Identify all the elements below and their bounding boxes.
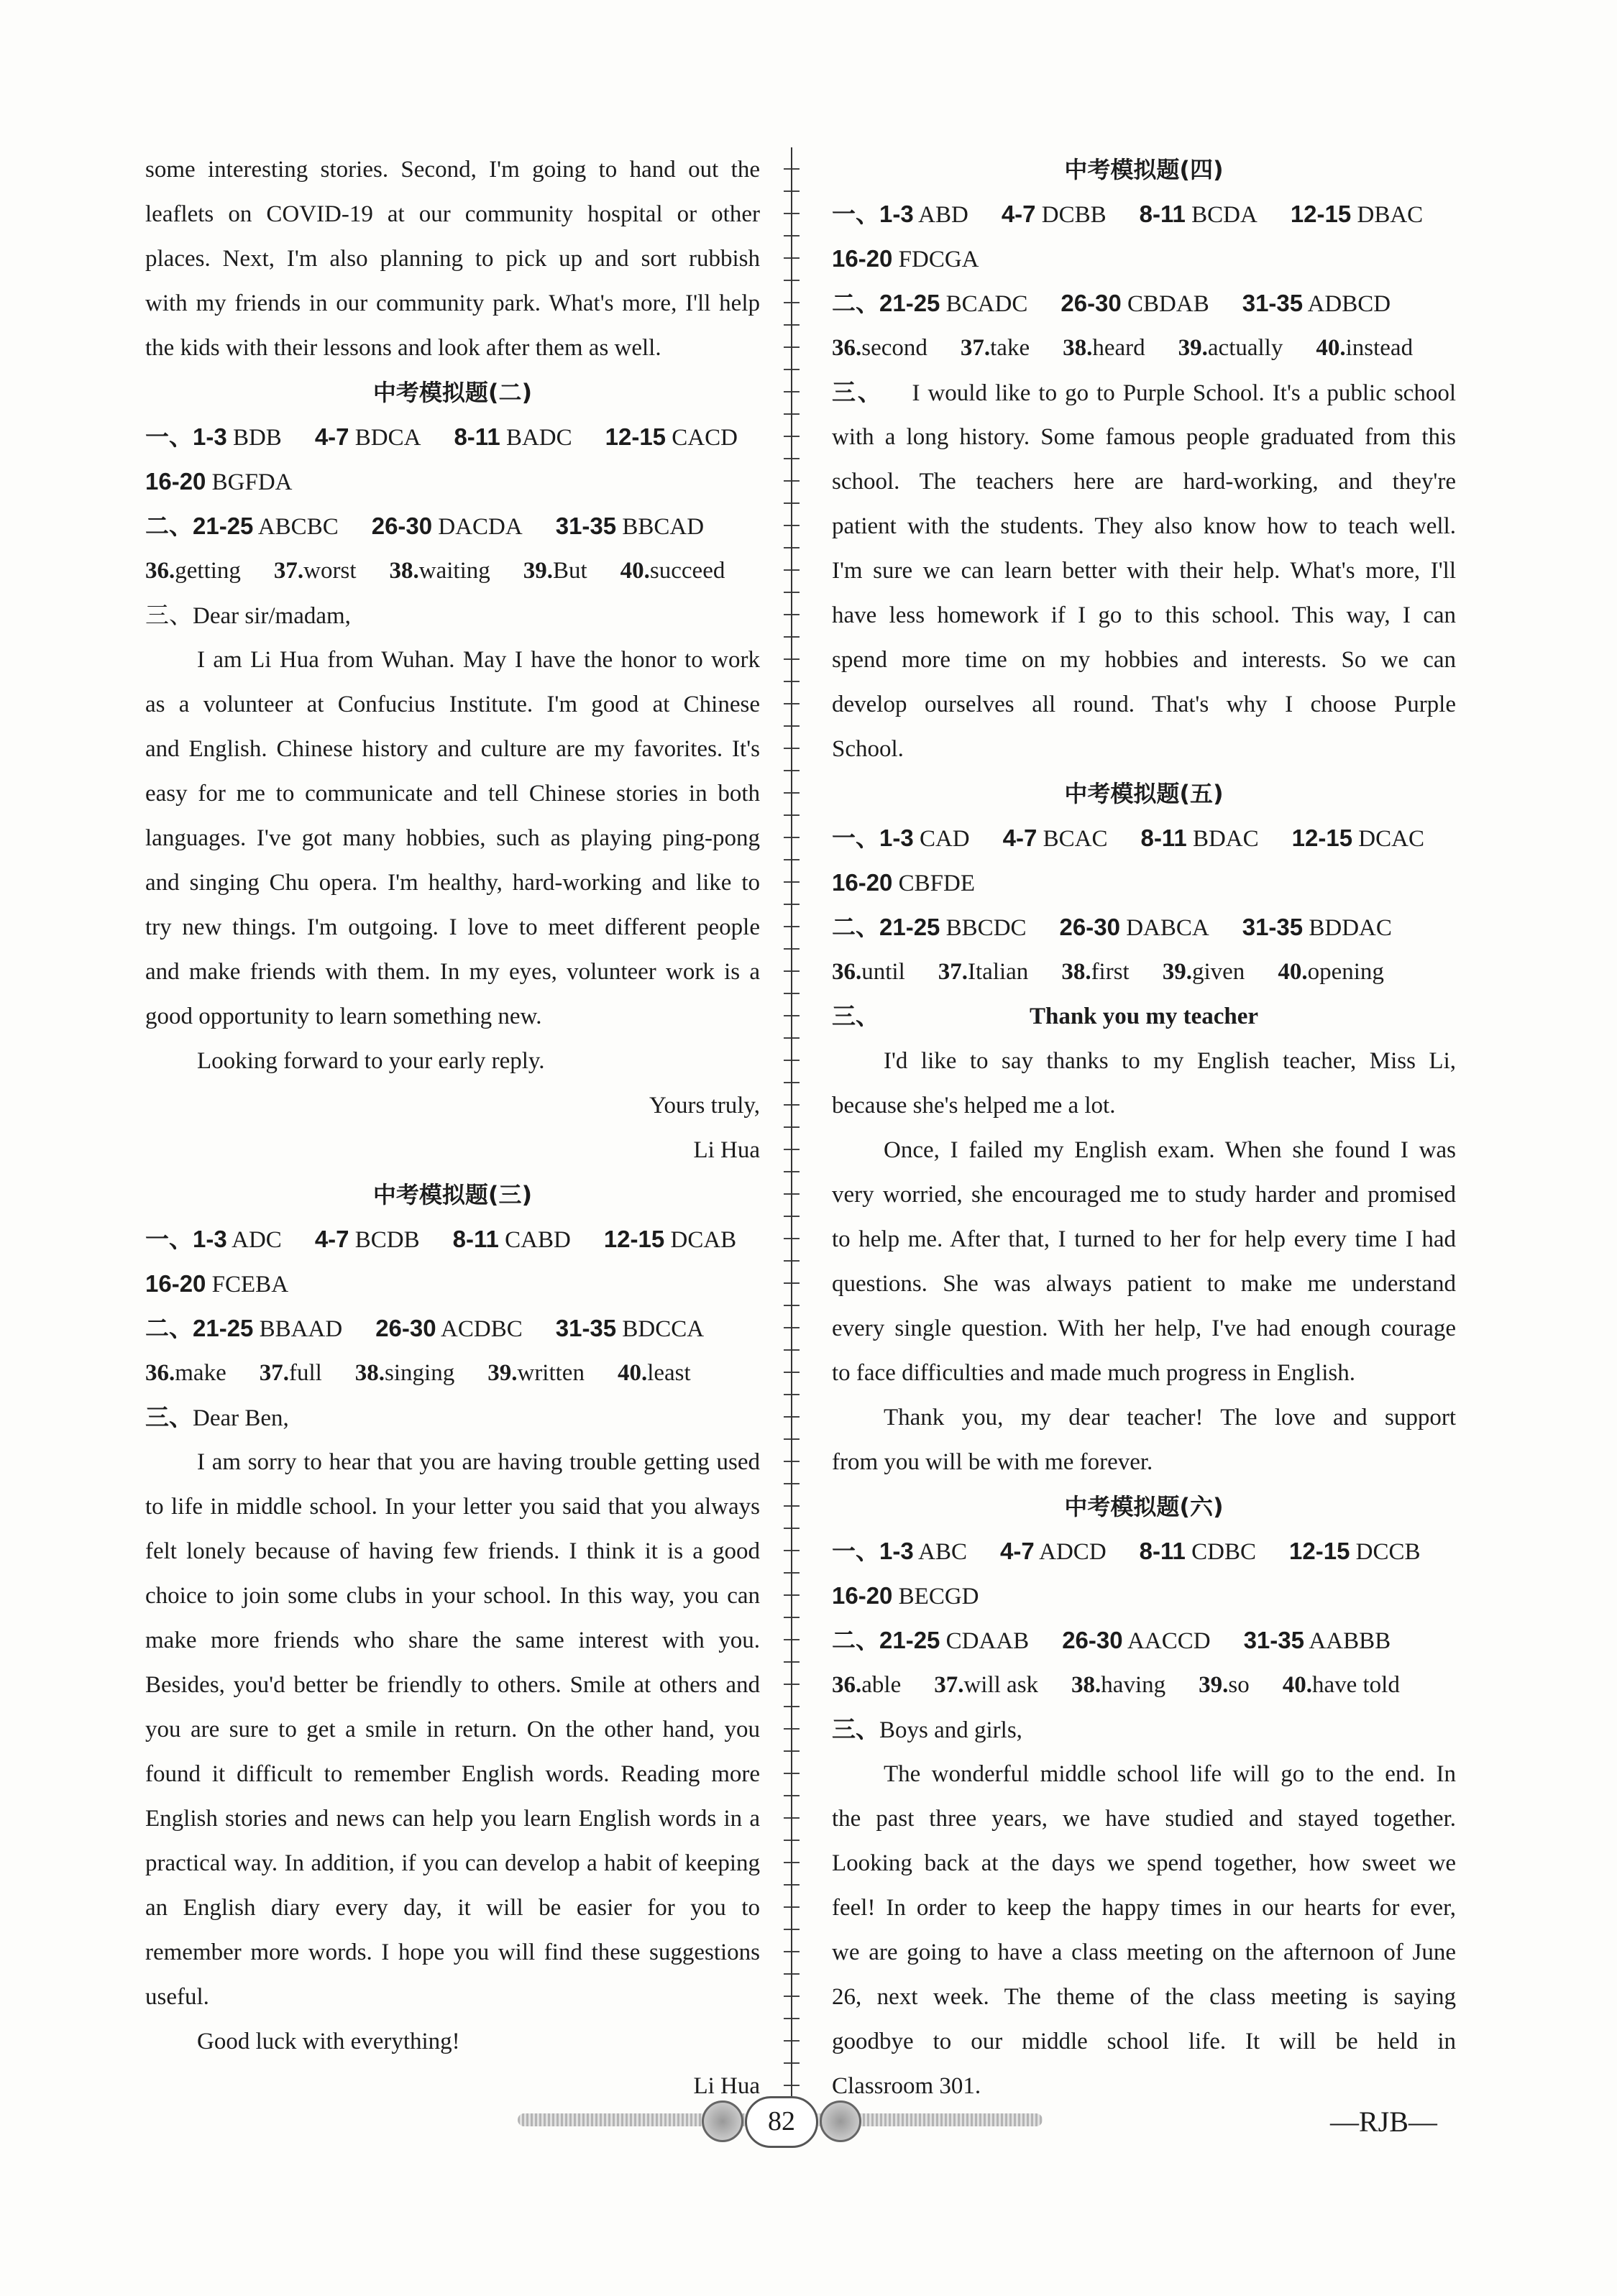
text-line: feel! In order to keep the happy times in our hearts for ever, bbox=[832, 1895, 1456, 1921]
essay-first-line: 三、 I would like to go to Purple School. It's a public school bbox=[832, 378, 1456, 406]
text-line: I'm sure we can learn better with their help. What's more, I'll bbox=[832, 558, 1456, 584]
text-line: I am Li Hua from Wuhan. May I have the honor to work bbox=[197, 647, 760, 673]
answer-row: 二、21-25 CDAAB 26-30 AACCD 31-35 AABBB bbox=[832, 1626, 1391, 1654]
text-line: to face difficulties and made much progress in English. bbox=[832, 1360, 1355, 1386]
text-line: and English. Chinese history and culture are my favorites. It's bbox=[145, 736, 760, 762]
text-line: The wonderful middle school life will go to the end. In bbox=[884, 1761, 1456, 1787]
text-line: because she's helped me a lot. bbox=[832, 1093, 1116, 1119]
text-line: Classroom 301. bbox=[832, 2073, 981, 2099]
text-line: an English diary every day, it will be easier for you to bbox=[145, 1895, 760, 1921]
text-line: make more friends who share the same interest with you. bbox=[145, 1627, 760, 1653]
text-line: and make friends with them. In my eyes, volunteer work is a bbox=[145, 959, 760, 985]
text-line: develop ourselves all round. That's why I choose Purple bbox=[832, 692, 1456, 717]
answer-row: 16-20 FCEBA bbox=[145, 1270, 289, 1298]
section-title: 中考模拟题(二) bbox=[372, 379, 533, 406]
text-line: Once, I failed my English exam. When she found I was bbox=[884, 1137, 1456, 1163]
answer-row: 一、1-3 ADC 4-7 BCDB 8-11 CABD 12-15 DCAB bbox=[145, 1225, 737, 1253]
answer-row: 16-20 FDCGA bbox=[832, 245, 979, 272]
text-line: practical way. In addition, if you can develop a habit of keeping bbox=[145, 1850, 760, 1876]
text-line: I'd like to say thanks to my English teacher, Miss Li, bbox=[884, 1048, 1456, 1074]
text-line: choice to join some clubs in your school. In this way, you can bbox=[145, 1583, 760, 1609]
text-line: English stories and news can help you learn English words in a bbox=[145, 1806, 760, 1832]
page-number: 82 bbox=[745, 2096, 818, 2148]
text-line: to life in middle school. In your letter you said that you always bbox=[145, 1494, 760, 1520]
text-line: some interesting stories. Second, I'm going to hand out the bbox=[145, 157, 760, 183]
answer-row: 二、21-25 BBCDC 26-30 DABCA 31-35 BDDAC bbox=[832, 913, 1392, 941]
left-column bbox=[145, 147, 760, 2108]
answer-row: 36.until 37.Italian 38.first 39.given 40.opening bbox=[832, 959, 1384, 985]
answer-row: 一、1-3 ABD 4-7 DCBB 8-11 BCDA 12-15 DBAC bbox=[832, 200, 1424, 228]
answer-row: 36.able 37.will ask 38.having 39.so 40.have told bbox=[832, 1672, 1400, 1698]
text-line: school. The teachers here are hard-working, and they're bbox=[832, 469, 1456, 495]
text-line: and singing Chu opera. I'm healthy, hard-working and like to bbox=[145, 870, 760, 896]
text-line: remember more words. I hope you will find these suggestions bbox=[145, 1939, 760, 1965]
letter-closing: Good luck with everything! bbox=[197, 2029, 460, 2054]
letter-signoff: Yours truly, bbox=[649, 1093, 760, 1119]
text-line: to help me. After that, I turned to her for help every time I had bbox=[832, 1226, 1456, 1252]
section-title: 中考模拟题(六) bbox=[1064, 1493, 1224, 1520]
text-line: the kids with their lessons and look after them as well. bbox=[145, 335, 661, 361]
text-line: goodbye to our middle school life. It will be held in bbox=[832, 2029, 1456, 2054]
text-line: questions. She was always patient to make me understand bbox=[832, 1271, 1456, 1297]
essay-salutation: 三、Boys and girls, bbox=[832, 1715, 1022, 1743]
text-line: with my friends in our community park. What's more, I'll help bbox=[145, 290, 760, 316]
text-line: found it difficult to remember English words. Reading more bbox=[145, 1761, 760, 1787]
text-line: leaflets on COVID-19 at our community hospital or other bbox=[145, 201, 760, 227]
right-column bbox=[832, 147, 1456, 2108]
answer-row: 16-20 BGFDA bbox=[145, 468, 293, 495]
text-line: patient with the students. They also know how to teach well. bbox=[832, 513, 1456, 539]
answer-row: 16-20 BECGD bbox=[832, 1582, 979, 1610]
text-line: have less homework if I go to this school. This way, I can bbox=[832, 602, 1456, 628]
essay-title: Thank you my teacher bbox=[1029, 1004, 1259, 1029]
text-line: as a volunteer at Confucius Institute. I'm good at Chinese bbox=[145, 692, 760, 717]
answer-row: 一、1-3 ABC 4-7 ADCD 8-11 CDBC 12-15 DCCB bbox=[832, 1537, 1421, 1565]
answer-row: 36.make 37.full 38.singing 39.written 40.least bbox=[145, 1360, 691, 1386]
answer-row: 36.second 37.take 38.heard 39.actually 40.instead bbox=[832, 335, 1414, 361]
text-line: languages. I've got many hobbies, such as playing ping-pong bbox=[145, 825, 760, 851]
answer-row: 二、21-25 BBAAD 26-30 ACDBC 31-35 BDCCA bbox=[145, 1314, 705, 1342]
text-line: useful. bbox=[145, 1984, 209, 2010]
answer-row: 36.getting 37.worst 38.waiting 39.But 40.succeed bbox=[145, 558, 725, 584]
essay-salutation: 三、Dear Ben, bbox=[145, 1403, 289, 1431]
text-line: easy for me to communicate and tell Chinese stories in both bbox=[145, 781, 760, 807]
answer-row: 二、21-25 BCADC 26-30 CBDAB 31-35 ADBCD bbox=[832, 289, 1391, 317]
letter-signature: Li Hua bbox=[693, 1137, 760, 1163]
text-line: you are sure to get a smile in return. On the other hand, you bbox=[145, 1717, 760, 1742]
text-line: Looking back at the days we spend together, how sweet we bbox=[832, 1850, 1456, 1876]
edition-code: —RJB— bbox=[1330, 2106, 1437, 2138]
text-line: 26, next week. The theme of the class meeting is saying bbox=[832, 1984, 1456, 2010]
section-title: 中考模拟题(三) bbox=[372, 1181, 533, 1208]
text-line: every single question. With her help, I've had enough courage bbox=[832, 1315, 1456, 1341]
letter-closing: Looking forward to your early reply. bbox=[197, 1048, 545, 1074]
text-line: good opportunity to learn something new. bbox=[145, 1004, 542, 1029]
letter-signature: Li Hua bbox=[693, 2073, 760, 2099]
text-line: spend more time on my hobbies and interests. So we can bbox=[832, 647, 1456, 673]
text-line: we are going to have a class meeting on the afternoon of June bbox=[832, 1939, 1456, 1965]
text-line: School. bbox=[832, 736, 904, 762]
text-line: places. Next, I'm also planning to pick up and sort rubbish bbox=[145, 246, 760, 272]
text-line: I am sorry to hear that you are having trouble getting used bbox=[197, 1449, 760, 1475]
text-line: felt lonely because of having few friends. I think it is a good bbox=[145, 1538, 760, 1564]
answer-row: 16-20 CBFDE bbox=[832, 869, 976, 896]
text-line: very worried, she encouraged me to study harder and promised bbox=[832, 1182, 1456, 1208]
text-line: try new things. I'm outgoing. I love to meet different people bbox=[145, 914, 760, 940]
text-line: from you will be with me forever. bbox=[832, 1449, 1153, 1475]
section-title: 中考模拟题(四) bbox=[1064, 156, 1224, 183]
text-line: Besides, you'd better be friendly to others. Smile at others and bbox=[145, 1672, 760, 1698]
section-title: 中考模拟题(五) bbox=[1064, 780, 1224, 807]
answer-row: 一、1-3 BDB 4-7 BDCA 8-11 BADC 12-15 CACD bbox=[145, 423, 738, 451]
footer-ornament-left bbox=[702, 2100, 743, 2142]
column-divider bbox=[784, 147, 800, 2106]
text-line: Thank you, my dear teacher! The love and support bbox=[884, 1405, 1456, 1431]
essay-salutation: 三、Dear sir/madam, bbox=[145, 601, 351, 629]
essay-title-row: 三、 Thank you my teacher bbox=[832, 994, 1456, 1039]
answer-row: 一、1-3 CAD 4-7 BCAC 8-11 BDAC 12-15 DCAC bbox=[832, 824, 1424, 852]
answer-row: 二、21-25 ABCBC 26-30 DACDA 31-35 BBCAD bbox=[145, 512, 705, 540]
text-line: the past three years, we have studied and stayed together. bbox=[832, 1806, 1456, 1832]
text-line: with a long history. Some famous people graduated from this bbox=[832, 424, 1456, 450]
footer-ornament-right bbox=[820, 2100, 861, 2142]
